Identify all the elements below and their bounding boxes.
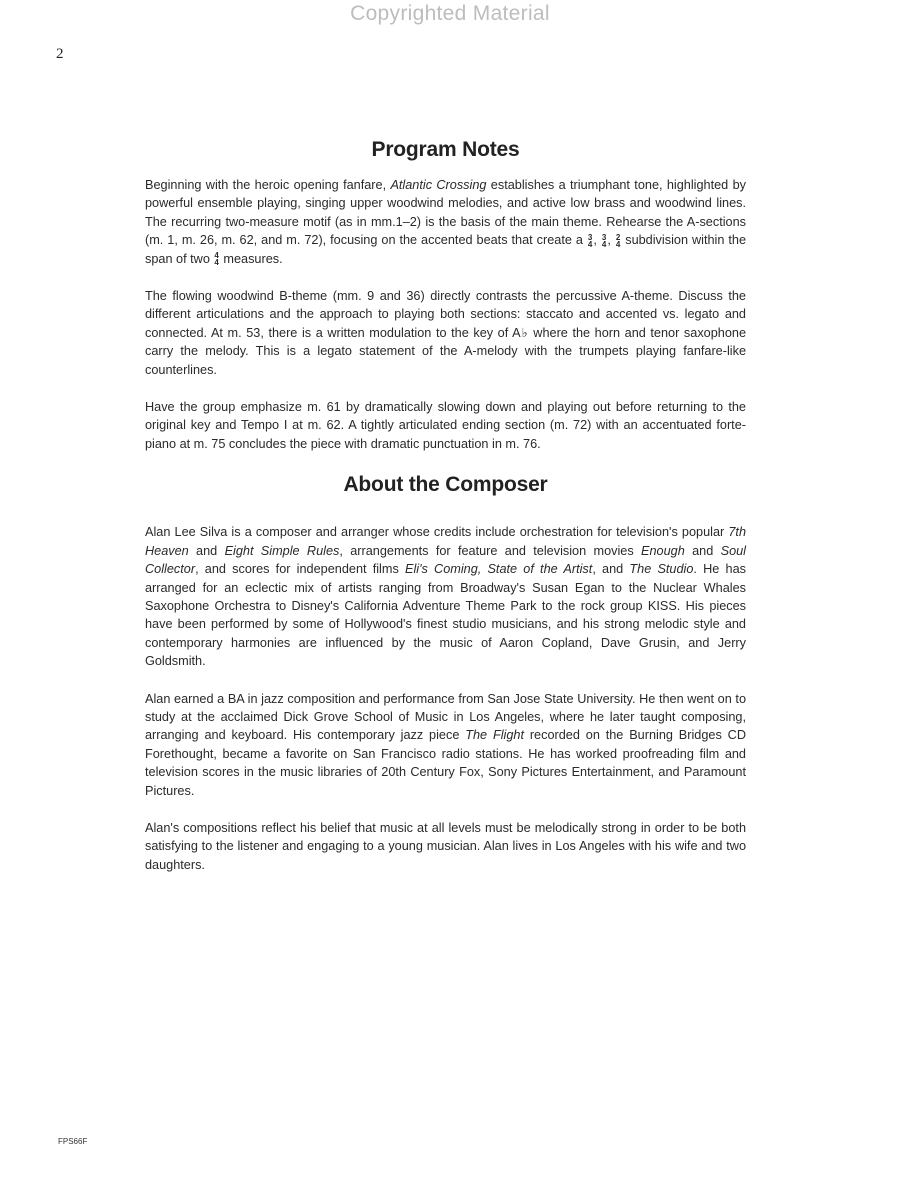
time-signature: 2 4	[615, 232, 621, 249]
about-composer-paragraph-1: Alan Lee Silva is a composer and arranger whose credits include orchestration for television's popular 7th Heaven and Eight Simple Rules, arrangements for feature and television movies Enough and Soul Collector, and scores for independent films Eli's Coming, State of the Artist, and The Studio. He has arranged for an eclectic mix of artists ranging from Broadway's Susan Egan to the Nuclear Whales Saxophone Orchestra to Disney's California Adventure Theme Park to the rock group KISS. His pieces have been performed by some of Hollywood's finest studio musicians, and his strong melodic style and contemporary harmonies are influenced by the music of Aaron Copland, Dave Grusin, and Jerry Goldsmith.	[145, 525, 747, 669]
time-signature: 4 4	[214, 251, 219, 268]
about-composer-heading: About the Composer	[343, 473, 548, 497]
time-signature: 3 4	[587, 232, 593, 249]
catalog-code: FPS66F	[58, 1137, 88, 1146]
piece-title: Atlantic Crossing	[390, 178, 487, 192]
about-composer-paragraph-2: Alan earned a BA in jazz composition and performance from San Jose State University. He then went on to study at the acclaimed Dick Grove School of Music in Los Angeles, where he later taught composing, arranging and keyboard. His contemporary jazz piece The Flight recorded on the Burning Bridges CD Forethought, became a favorite on San Francisco radio stations. He has worked proofreading film and television scores in the music libraries of 20th Century Fox, Sony Pictures Entertainment, and Paramount Pictures.	[145, 691, 746, 798]
copyright-watermark: Copyrighted Material	[350, 2, 550, 25]
program-notes-heading: Program Notes	[371, 138, 520, 161]
time-signature: 3 4	[601, 232, 607, 249]
program-notes-paragraph-2: The flowing woodwind B-theme (mm. 9 and 36) directly contrasts the percussive A-theme. Discuss the different articulations and the approach to playing both sections: staccato and accented vs. legato and connected. At m. 53, there is a written modulation to the key of A♭ where the horn and tenor saxophone carry the melody. This is a legato statement of the A-melody with the trumpets playing fanfare-like counterlines.	[145, 289, 746, 377]
page-content	[145, 138, 746, 893]
about-composer-paragraph-3: Alan's compositions reflect his belief that music at all levels must be melodically strong in order to be both satisfying to the listener and engaging to a young musician. Alan lives in Los Angeles with his wife and two daughters.	[145, 820, 746, 872]
program-notes-paragraph-1: Beginning with the heroic opening fanfare, Atlantic Crossing establishes a triumphant tone, highlighted by powerful ensemble playing, singing upper woodwind melodies, and active low brass and woodwind lines. The recurring two-measure motif (as in mm.1–2) is the basis of the main theme. Rehearse the A-sections (m. 1, m. 26, m. 62, and m. 72), focusing on the accented beats that create a 3 4 , 3 4 , 2 4 subdivision within the span of two 4 4 measures.	[145, 178, 747, 268]
program-notes-paragraph-3: Have the group emphasize m. 61 by dramatically slowing down and playing out before returning to the original key and Tempo I at m. 62. A tightly articulated ending section (m. 72) with an accentuated forte-piano at m. 75 concludes the piece with dramatic punctuation in m. 76.	[145, 400, 746, 451]
page-number: 2	[56, 46, 64, 62]
